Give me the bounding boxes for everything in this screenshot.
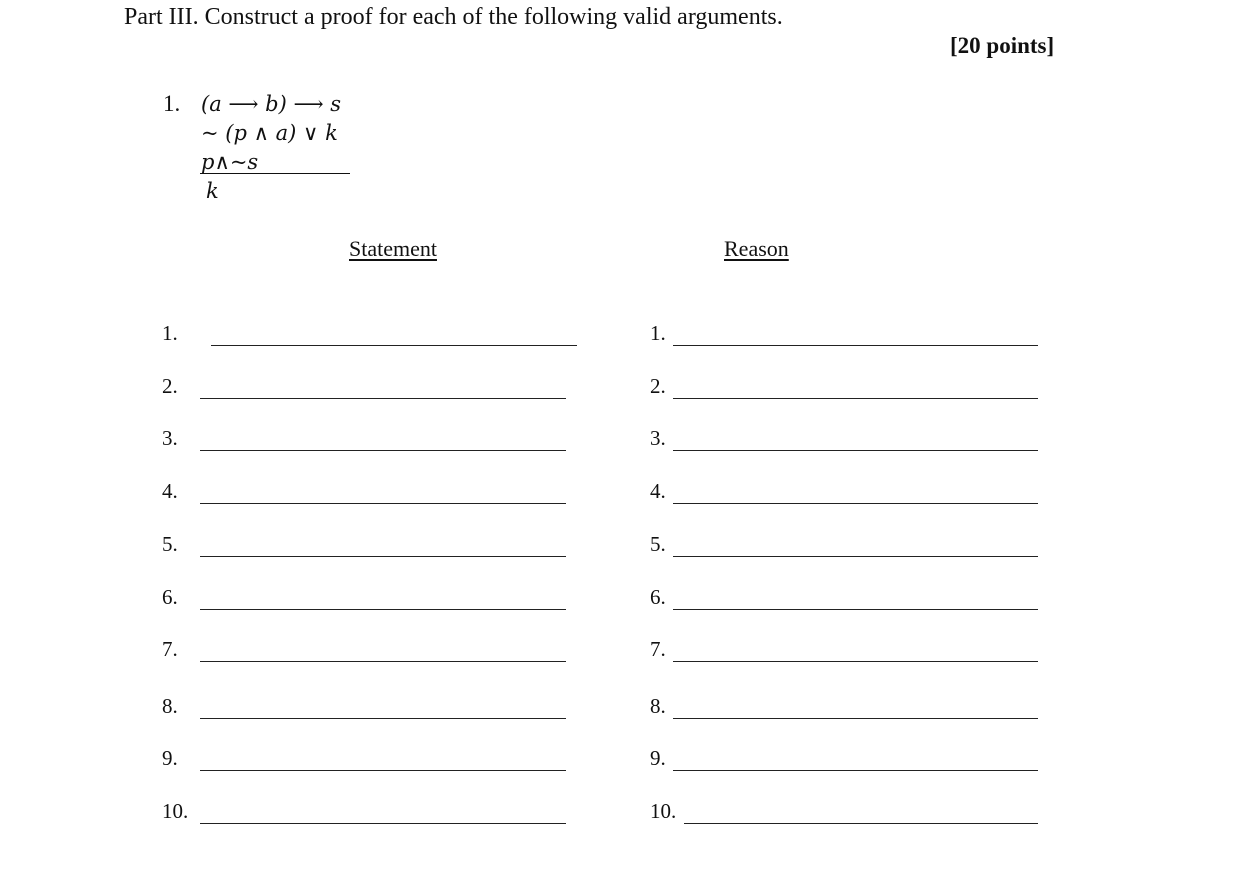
statement-blank-line[interactable] — [200, 661, 566, 662]
reason-number: 9. — [650, 746, 666, 770]
statement-blank-line[interactable] — [200, 450, 566, 451]
reason-number: 3. — [650, 426, 666, 450]
conclusion: k — [206, 179, 219, 203]
reason-blank-line[interactable] — [673, 770, 1038, 771]
statement-number: 6. — [162, 585, 178, 609]
statement-number: 3. — [162, 426, 178, 450]
inference-line — [200, 173, 350, 174]
reason-number: 2. — [650, 374, 666, 398]
statement-blank-line[interactable] — [200, 823, 566, 824]
premise-2-body: (p ∧ a) ∨ k — [218, 121, 338, 145]
points-label: [20 points] — [950, 33, 1055, 58]
reason-number: 10. — [650, 799, 677, 823]
statement-number: 1. — [162, 321, 178, 345]
premise-2-negation: ~ — [201, 121, 219, 145]
reason-number: 1. — [650, 321, 666, 345]
reason-blank-line[interactable] — [673, 556, 1038, 557]
reason-column-header: Reason — [724, 236, 789, 261]
premise-1: (a ⟶ b) ⟶ s — [201, 92, 342, 116]
statement-blank-line[interactable] — [211, 345, 577, 346]
statement-blank-line[interactable] — [200, 503, 566, 504]
statement-blank-line[interactable] — [200, 556, 566, 557]
reason-blank-line[interactable] — [673, 398, 1038, 399]
statement-number: 10. — [162, 799, 189, 823]
statement-number: 5. — [162, 532, 178, 556]
premise-2 — [201, 121, 338, 145]
statement-number: 7. — [162, 637, 178, 661]
reason-number: 7. — [650, 637, 666, 661]
statement-number: 9. — [162, 746, 178, 770]
premise-3: p∧~s — [201, 150, 259, 174]
statement-number: 2. — [162, 374, 178, 398]
reason-number: 5. — [650, 532, 666, 556]
reason-number: 4. — [650, 479, 666, 503]
reason-blank-line[interactable] — [673, 609, 1038, 610]
statement-blank-line[interactable] — [200, 398, 566, 399]
part-heading: Part III. Construct a proof for each of the following valid arguments. — [124, 4, 783, 30]
statement-blank-line[interactable] — [200, 770, 566, 771]
statement-number: 4. — [162, 479, 178, 503]
reason-blank-line[interactable] — [673, 661, 1038, 662]
statement-blank-line[interactable] — [200, 718, 566, 719]
reason-blank-line[interactable] — [673, 718, 1038, 719]
statement-blank-line[interactable] — [200, 609, 566, 610]
reason-blank-line[interactable] — [673, 503, 1038, 504]
reason-blank-line[interactable] — [673, 450, 1038, 451]
reason-blank-line[interactable] — [684, 823, 1038, 824]
reason-number: 6. — [650, 585, 666, 609]
reason-blank-line[interactable] — [673, 345, 1038, 346]
problem-number: 1. — [163, 91, 181, 116]
statement-column-header: Statement — [349, 236, 437, 261]
statement-number: 8. — [162, 694, 178, 718]
reason-number: 8. — [650, 694, 666, 718]
